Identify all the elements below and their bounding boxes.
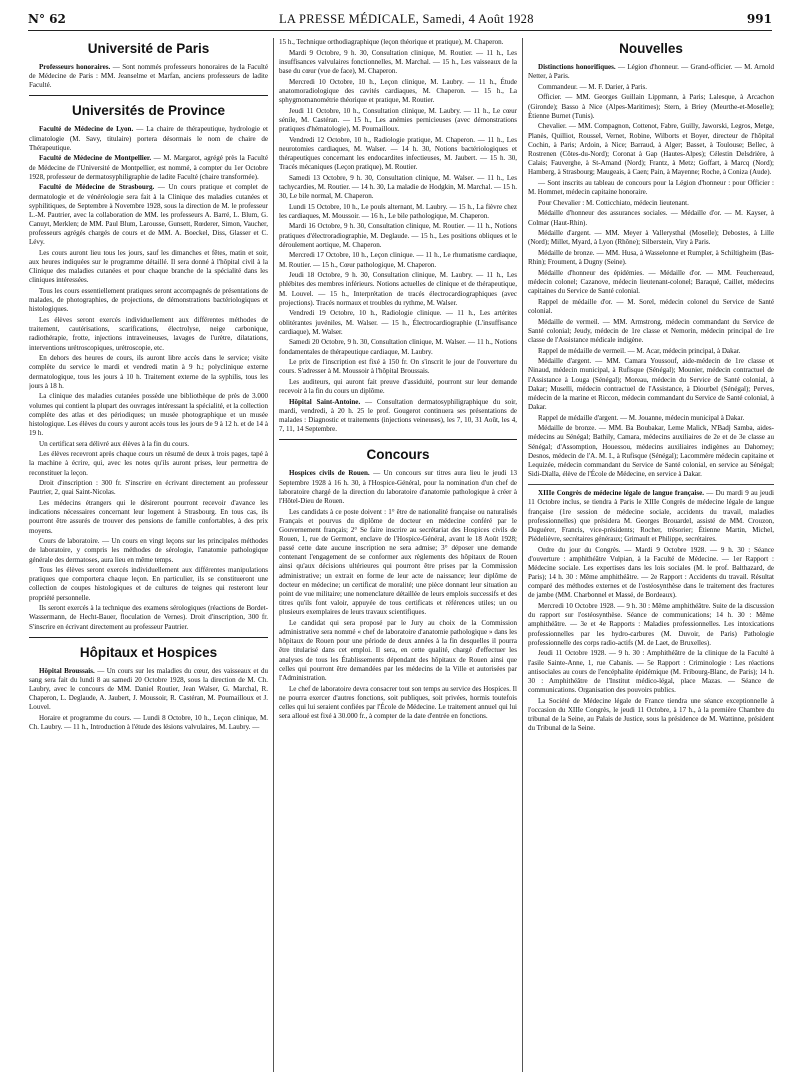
paragraph-lead: XIIIe Congrès de médecine légale de langue française. — [538, 489, 705, 498]
paragraph: Un certificat sera délivré aux élèves à la fin du cours. — [39, 439, 190, 448]
paragraph: Les médecins étrangers qui le désireront pourront recevoir d'avance les indications nécessaires concernant leur logement à Strasbourg. En tous cas, ils pourront être assurés de trouver des pensions de famille confortables, à des prix moyens. — [29, 499, 268, 535]
paragraph: Droit d'inscription : 300 fr. S'inscrire en écrivant directement au professeur Pautrier, 2, quai Saint-Nicolas. — [29, 479, 268, 497]
paragraph: Mercredi 10 Octobre, 10 h., Leçon clinique, M. Laubry. — 11 h., Étude anatomoradiologique des cavités cardiaques, M. Chaperon. — 15 h., La sphygmomanométrie théorique et pratique, M. Routier. — [279, 77, 517, 104]
paragraph: Samedi 20 Octobre, 9 h. 30, Consultation clinique, M. Walser. — 11 h., Notions fondamentales de thérapeutique cardiaque, M. Laubry. — [279, 338, 517, 356]
section-rule — [528, 484, 774, 485]
paragraph-text: — Légion d'honneur. — Grand-officier. — M. Arnold Netter, à Paris. — [528, 63, 774, 81]
paragraph: La clinique des maladies cutanées possède une bibliothèque de près de 3.000 volumes qui contient la plupart des ouvrages intéressant la spécialité, et la collection complète des atlas et des périodiques; un musée photographique et un musée histologique. Les élèves du cours y auront accès tous les jours de 9 à 12 h. et de 14 à 19 h. — [29, 392, 268, 437]
paragraph: Mardi 16 Octobre, 9 h. 30, Consultation clinique, M. Routier. — 11 h., Notions pratiques d'électroradiographie, M. Deglaude. — 15 h., Les positions obliques et le déroulement aortique, M. Chaperon. — [279, 222, 517, 249]
paragraph: En dehors des heures de cours, ils auront libre accès dans le service; visite complète du service le mardi et vendredi matin à 9 h.; polyclinique externe dermatologique, tous les jours à 10 h. Traitement externe de la syphilis, tous les jours à 18 h. — [29, 354, 268, 390]
column-left — [29, 38, 268, 1074]
paragraph: Médaille d'argent. — MM. Camara Youssouf, aide-médecin de 1re classe et Ninaud, médecin municipal, à Rufisque (Sénégal); Mounier, médecin contractuel de l'Assistance à Louga (Sénégal); Moreau, médecin du Service de Santé colonial, à Dakar; Muselli, médecin contractuel de l'Assistance, à Diourbel (Sénégal); Perves, médecin de la marine et Riccon, médecin commandant du Service de Santé colonial, à Dakar. — [528, 357, 774, 411]
paragraph: Mardi 9 Octobre, 9 h. 30, Consultation clinique, M. Routier. — 11 h., Les insuffisances valvulaires fonctionnelles, M. Marchal. — 15 h., Les vaisseaux de la base du cœur (vue de face), M. Chaperon. — [279, 48, 517, 75]
section-heading-hopitaux: Hôpitaux et Hospices — [79, 644, 218, 660]
paragraph-lead: Professeurs honoraires. — [39, 63, 111, 71]
paragraph — [29, 154, 268, 181]
paragraph — [279, 469, 517, 506]
paragraph: Médaille de vermeil. — MM. Armstrong, médecin commandant du Service de Santé colonial; Jeudy, médecin de 1re classe et Nemorin, médecin principal de 1re classe de l'Assistance médicale indigène. — [528, 317, 774, 344]
paragraph: Les élèves recevront après chaque cours un résumé de deux à trois pages, tapé à la machine à écrire, qui, avec les notes qu'ils auront prises, leur permettra de reconstituer la leçon. — [29, 450, 268, 477]
paragraph: Médaille d'honneur des assurances sociales. — Médaille d'or. — M. Kayser, à Colmar (Haut-Rhin). — [528, 209, 774, 227]
paragraph: Rappel de médaille de vermeil. — M. Acar, médecin principal, à Dakar. — [538, 346, 741, 355]
paragraph-text: — La chaire de thérapeutique, hydrologie et climatologie (M. Savy, titulaire) portera désormais le nom de chaire de Thérapeutique. — [29, 125, 268, 152]
journal-title: LA PRESSE MÉDICALE, Samedi, 4 Août 1928 — [279, 11, 534, 26]
section-heading-concours: Concours — [366, 447, 430, 463]
paragraph: Médaille de bronze. — MM. Husa, à Wasselonne et Rumpler, à Schiltigheim (Bas-Rhin); Froument, à Dugny (Seine). — [528, 248, 774, 267]
section-rule — [279, 439, 517, 440]
paragraph: Médaille de bronze. — MM. Ba Boubakar, Leme Malick, N'Badj Samba, aides-médecins au Sénégal; Bathily, Camara, médecins auxiliaires de 2e et de 3e classe au Sénégal; d'Assomption, Houessou, médecins auxiliaires indigènes au Dahomey; Desnos, médecin de l'A. M. I., à Rufisque (Sénégal); Lacommère médecin capitaine et Lequizée, médecin commandant du Service de Santé colonial, en service au Sénégal; Sidi-Dialla, élève de l'École de Médecine, en service à Dakar. — [528, 424, 774, 479]
section-heading-paris: Université de Paris — [87, 41, 210, 56]
paragraph-lead: Faculté de Médecine de Montpellier. — [39, 154, 152, 163]
section-heading-province: Universités de Province — [71, 103, 226, 119]
paragraph: Lundi 15 Octobre, 10 h., Le pouls alternant, M. Laubry. — 15 h., La fièvre chez les cardiaques, M. Moussoir. — 16 h., Le bile pathologique, M. Chaperon. — [279, 202, 517, 220]
paragraph — [279, 398, 517, 435]
paragraph-lead: Faculté de Médecine de Lyon. — [39, 125, 134, 134]
paragraph: Médaille d'honneur des épidémies. — Médaille d'or. — MM. Feuchereaud, médecin colonel; Cazanove, médecin lieutenant-colonel; Baraqué, Caillet, médecins capitaines du Service de Santé colonial. — [528, 268, 774, 296]
paragraph: Vendredi 19 Octobre, 10 h., Radiologie clinique. — 11 h., Les artérites oblitérantes juvéniles, M. Walser. — 15 h., Électrocardiographie (L'insuffisance cardiaque), M. Walser. — [279, 309, 517, 336]
section-rule — [29, 95, 268, 96]
paragraph: La Société de Médecine légale de France tiendra une séance exceptionnelle à l'occasion du XIIIe Congrès, le jeudi 11 Octobre, à 17 h., à la première Chambre du tribunal de la Seine, au Palais de Justice, sous la présidence de M. Wattinne, président du Tribunal de la Seine. — [528, 696, 774, 733]
paragraph-lead: Hôpital Saint-Antoine. — [289, 397, 361, 406]
paragraph-lead: Distinctions honorifiques. — [538, 63, 616, 71]
paragraph — [528, 63, 774, 81]
paragraph: Commandeur. — M. F. Darier, à Paris. — [538, 82, 647, 91]
paragraph — [29, 183, 268, 247]
paragraph: Ordre du jour du Congrès. — Mardi 9 Octobre 1928. — 9 h. 30 : Séance d'ouverture : amphithéâtre Vulpian, à la Faculté de Médecine. — 1er Rapport : Médecine sociale. Les expertises dans les lois sociales (M. le prof. Balthazard, de Paris); 14 h. 30 : Même amphithéâtre. — 2e Rapport : Accidents du travail. Résultat comparé des méthodes externes et de l'ostéosynthèse dans le traitement des fractures de jambe (MM. Charbonnel et Massé, de Bordeaux). — [528, 545, 774, 600]
issue-number: N° 62 — [28, 12, 66, 26]
paragraph: Samedi 13 Octobre, 9 h. 30, Consultation clinique, M. Walser. — 11 h., Les tachycardies, M. Routier. — 14 h. 30, La maladie de Hodgkin, M. Marchal. — 15 h. 30, Le bile normal, M. Chaperon. — [279, 173, 517, 200]
paragraph — [29, 63, 268, 90]
paragraph: Les cours auront lieu tous les jours, sauf les dimanches et fêtes, matin et soir, aux heures indiquées sur le programme détaillé. Il sera donné à l'hôpital civil à la Clinique des maladies cutanées et pour chaque branche de la spécialité dans les cliniques intéressées. — [29, 249, 268, 285]
section-heading-nouvelles: Nouvelles — [619, 41, 683, 56]
paragraph: — Sont inscrits au tableau de concours pour la Légion d'honneur : pour Officier : M. Hommet, médecin capitaine honoraire. — [528, 178, 774, 197]
paragraph: Cours de laboratoire. — Un cours en vingt leçons sur les principales méthodes de laboratoire, y compris les méthodes de sérologie, l'anatomie pathologique générale des dermatoses, aura lieu en même temps. — [29, 537, 268, 564]
paragraph: Jeudi 18 Octobre, 9 h. 30, Consultation clinique, M. Laubry. — 11 h., Les phlébites des membres inférieurs. Notions actuelles de clinique et de thérapeutique, M. Louvel. — 15 h., Interprétation de tracés électrocardiographiques (avec projections). Tracés normaux et troubles du rythme, M. Walser. — [279, 271, 517, 307]
paragraph: Jeudi 11 Octobre, 10 h., Consultation clinique, M. Laubry. — 11 h., Le cœur sénile, M. Castéran. — 15 h., Les anémies pernicieuses (avec démonstrations pratiques d'hématologie), M. Poumailloux. — [279, 106, 517, 133]
paragraph — [528, 489, 774, 544]
paragraph: Chevalier. — MM. Compagnon, Cottenot, Fabre, Guilly, Jaworski, Legros, Metge, Planès, Quilliot, Roussel, Vernet, Robine, Wilborts et Boyer, directeur de l'hôpital Cochin, à Paris; Ardoin, à Nice; Barraud, à Alger; Basset, à Toulouse; Bellec, à Rostrenen (Côtes-du-Nord); Coronat à Gap (Hautes-Alpes); Célestin Delsdrière, à Calais; Fauverghe, à St-Amand (Nord); Frantz, à Metz; Goffart, à Marcq (Nord); Hamberg, à Strasbourg; Maugeais, à Caen; Pain, à Mayenne; Roche, à Coniza (Aude). — [528, 122, 774, 177]
paragraph: Médaille d'argent. — MM. Meyer à Vallerysthal (Moselle); Debostes, à Lille (Nord); Millet, Myard, à Lyon (Rhône); Silberstein, Viry à Paris. — [528, 229, 774, 247]
paragraph: Horaire et programme du cours. — Lundi 8 Octobre, 10 h., Leçon clinique, M. Ch. Laubry. — 11 h., Introduction à l'étude des lésions valvulaires, M. Laubry. — — [29, 714, 268, 732]
paragraph — [29, 125, 268, 152]
paragraph-text: — Un concours sur titres aura lieu le jeudi 13 Septembre 1928 à 16 h. 30, à l'Hospice-Général, pour la nomination d'un chef de laboratoire chargé de la direction du laboratoire d'anatomie pathologique à créer à l'Hôtel-Dieu de Rouen. — [279, 469, 517, 505]
page-header — [28, 8, 772, 31]
paragraph-text: — Un cours pratique et complet de dermatologie et de vénéréologie sera fait à la Clinique des maladies cutanées et syphilitiques, de Septembre à Novembre 1928, sous la direction de M. le professeur L.-M. Pautrier, avec la collaboration de MM. les professeurs A. Barré, L. Blum, G. Canuyt, Merklen; de MM. Paul Blum, Larousse, Gunsett, Rœderer, Simon, Vaucher, professeurs agrégés chargés de cours et de MM. A. Boeckel, Diss, Glasser et C. Lévy. — [29, 183, 268, 247]
paragraph: Mercredi 10 Octobre 1928. — 9 h. 30 : Même amphithéâtre. Suite de la discussion du rapport sur l'ostéosynthèse. Séance de communications; 14 h. 30 : Même amphithéâtre. — 3e et 4e Rapports : Maladies professionnelles. Les intoxications professionnelles par les hydro-carbures (M. Duvoir, de Paris) Pathologie professionnelle des corps radio-actifs (M. de Laet, de Bruxelles). — [528, 602, 774, 647]
paragraph: Le prix de l'inscription est fixé à 150 fr. On s'inscrit le jour de l'ouverture du cours. S'adresser à M. Moussoir à l'hôpital Broussais. — [279, 358, 517, 376]
paragraph: Officier. — MM. Georges Guillain Lippmann, à Paris; Lalesque, à Arcachon (Gironde); Basso à Nice (Alpes-Maritimes); Stern, à Briey (Meurthe-et-Moselle); Étienne Burnet (Tunis). — [528, 93, 774, 120]
paragraph — [29, 667, 268, 713]
paragraph: Pour Chevalier : M. Cotticchiato, médecin lieutenant. — [538, 198, 689, 207]
paragraph: Tous les élèves seront exercés individuellement aux différentes manipulations pratiques que comportera chaque leçon. En particulier, ils se constitueront une collection de coupes histologiques et de cultures de teignes qui resteront leur propriété personnelle. — [29, 566, 268, 602]
paragraph-text: — Du mardi 9 au jeudi 11 Octobre inclus, se tiendra à Paris le XIIIe Congrès de médecine légale de langue française (1re session de médecine sociale, accidents du travail, maladies professionnelles) que présidera M. Georges Brouardel, assisté de MM. Crouzon, Duguérer, Francis, vice-présidents; Rocher, trésorier; Étienne Martin, Michel, Piédelièvre, secrétaires généraux; Grimault et Philippe, secrétaires. — [528, 489, 774, 543]
paragraph: Les élèves seront exercés individuellement aux différentes méthodes de traitement, cautérisations, scarifications, électrolyse, neige carbonique, radiothérapie, frotte, injections intraveineuses, lavages de l'urètre, dilatations, interventions urétroscopiques, urétroscopie, etc. — [29, 316, 268, 352]
paragraph-lead: Hospices civils de Rouen. — [289, 469, 370, 478]
paragraph-text: — Un cours sur les maladies du cœur, des vaisseaux et du sang sera fait du lundi 8 au samedi 20 Octobre 1928, sous la direction de M. Ch. Laubry, avec le concours de MM. Daniel Routier, Jean Walser, G. Marchal, R. Chaperon, L. Deglaude, A. Jaubert, J. Moussoir, R. Castéran, M. Poumailloux et J. Louvel. — [29, 666, 268, 712]
paragraph: Le chef de laboratoire devra consacrer tout son temps au service des Hospices. Il ne pourra exercer d'autres fonctions, soit publiques, soit privées, hormis toutefois celles qui lui seraient confiées par l'École de Médecine. Le traitement annuel qui lui sera alloué est fixé à 30.000 fr., à compter de la date d'entrée en fonctions. — [279, 684, 517, 720]
paragraph: Vendredi 12 Octobre, 10 h., Radiologie pratique, M. Chaperon. — 11 h., Les neurotomies cardiaques, M. Walser. — 14 h. 30, Notions bactériologiques et thérapeutiques concernant les endocardites infectieuses, M. Jaubert. — 15 h. 30, Tracés mécaniques (Leçon pratique), M. Routier. — [279, 135, 517, 172]
column-right — [528, 38, 774, 1074]
paragraph-text: — Consultation dermatosyphiligraphique du soir, mardi, vendredi, à 20 h. 25 le prof. Gougerot continuera ses présentations de malades : Diagnostic et traitements (injections veineuses), les 7, 10, 31 Août, les 4, 7, 11, 14 Septembre. — [279, 397, 517, 434]
paragraph: Ils seront exercés à la technique des examens sérologiques (réactions de Bordet-Wassermann, de Hecht-Bauer, floculation de Vernes). Droit d'inscription, 300 fr. S'inscrire en écrivant directement au professeur Pautrier. — [29, 604, 268, 631]
paragraph-text: — Sont nommés professeurs honoraires de la Faculté de Médecine de Paris : MM. Jeanselme et Marfan, anciens professeurs de ladite Faculté. — [29, 63, 268, 90]
paragraph: Rappel de médaille d'argent. — M. Jouanne, médecin municipal à Dakar. — [538, 413, 745, 422]
paragraph: Rappel de médaille d'or. — M. Sorel, médecin colonel du Service de Santé colonial. — [528, 297, 774, 315]
page-number: 991 — [746, 12, 772, 26]
paragraph: Les auditeurs, qui auront fait preuve d'assiduité, pourront sur leur demande recevoir à la fin du cours un diplôme. — [279, 377, 517, 396]
paragraph: Jeudi 11 Octobre 1928. — 9 h. 30 : Amphithéâtre de la clinique de la Faculté à l'asile Sainte-Anne, 1, rue Cabanis. — 5e Rapport : Criminologie : Les réactions antisociales au cours de l'encéphalite épidémique (M. Fribourg-Blanc, de Paris); 14 h. 30 : Amphithéâtre de l'Institut médico-légal, place Mazas. — Séance de communications. Organisation des pouvoirs publics. — [528, 649, 774, 694]
column-middle — [279, 38, 517, 1074]
paragraph-text: — M. Margarot, agrégé près la Faculté de Médecine de l'Université de Montpellier, est nommé, à compter du 1er Octobre 1928, professeur de dermatosyphiligraphie de ladite Faculté (chaire transformée). — [29, 154, 268, 181]
paragraph: Le candidat qui sera proposé par le Jury au choix de la Commission administrative sera nommé « chef de laboratoire d'anatomie pathologique » dans les hôpitaux de Rouen pour une période de deux années à la fin desquelles il pourra être titularisé dans cet emploi. Il sera, en cette qualité, chargé d'effectuer les analyses de tous les Établissements dépendant des hôpitaux de Rouen ainsi que celles qui pourront être demandées par les médecins de la Ville et autorisées par l'Administration. — [279, 618, 517, 682]
section-rule — [29, 637, 268, 638]
paragraph-lead: Faculté de Médecine de Strasbourg. — [39, 183, 155, 192]
paragraph-lead: Hôpital Broussais. — [39, 666, 95, 675]
paragraph: Mercredi 17 Octobre, 10 h., Leçon clinique. — 11 h., Le rhumatisme cardiaque, M. Routier. — 15 h., Cœur pathologique, M. Chaperon. — [279, 251, 517, 269]
paragraph: 15 h., Technique orthodiagraphique (leçon théorique et pratique), M. Chaperon. — [279, 38, 504, 46]
column-divider — [522, 38, 523, 1072]
column-divider — [273, 38, 274, 1072]
paragraph: Tous les cours essentiellement pratiques seront accompagnés de présentations de malades, de photographies, de projections, de démonstrations bactériologiques et histologiques. — [29, 287, 268, 314]
paragraph: Les candidats à ce poste doivent : 1° être de nationalité française ou naturalisés Français et pourvus du diplôme de docteur en médecine conféré par le Gouvernement français; 2° Se faire inscrire au secrétariat des Hospices civils de Rouen, 1, rue de Germont, enclave de l'Hospice-Général, avant le 18 Août 1928; passé cette date aucune inscription ne sera admise; 3° déposer une demande contenant l'engagement de se conformer aux règlements des hôpitaux de Rouen ainsi qu'aux décisions ultérieures qui pourront être prises par la Commission administrative; un extrait en forme de leur acte de naissance; leur diplôme de docteur en médecine; un certificat de moralité; une pièce donnant leur situation au point de vue militaire; une nomenclature détaillée de leurs emplois successifs et des titres qu'ils font valoir, appuyée de tous certificats et références utiles; un ou plusieurs exemplaires de leurs travaux scientifiques. — [279, 507, 517, 617]
